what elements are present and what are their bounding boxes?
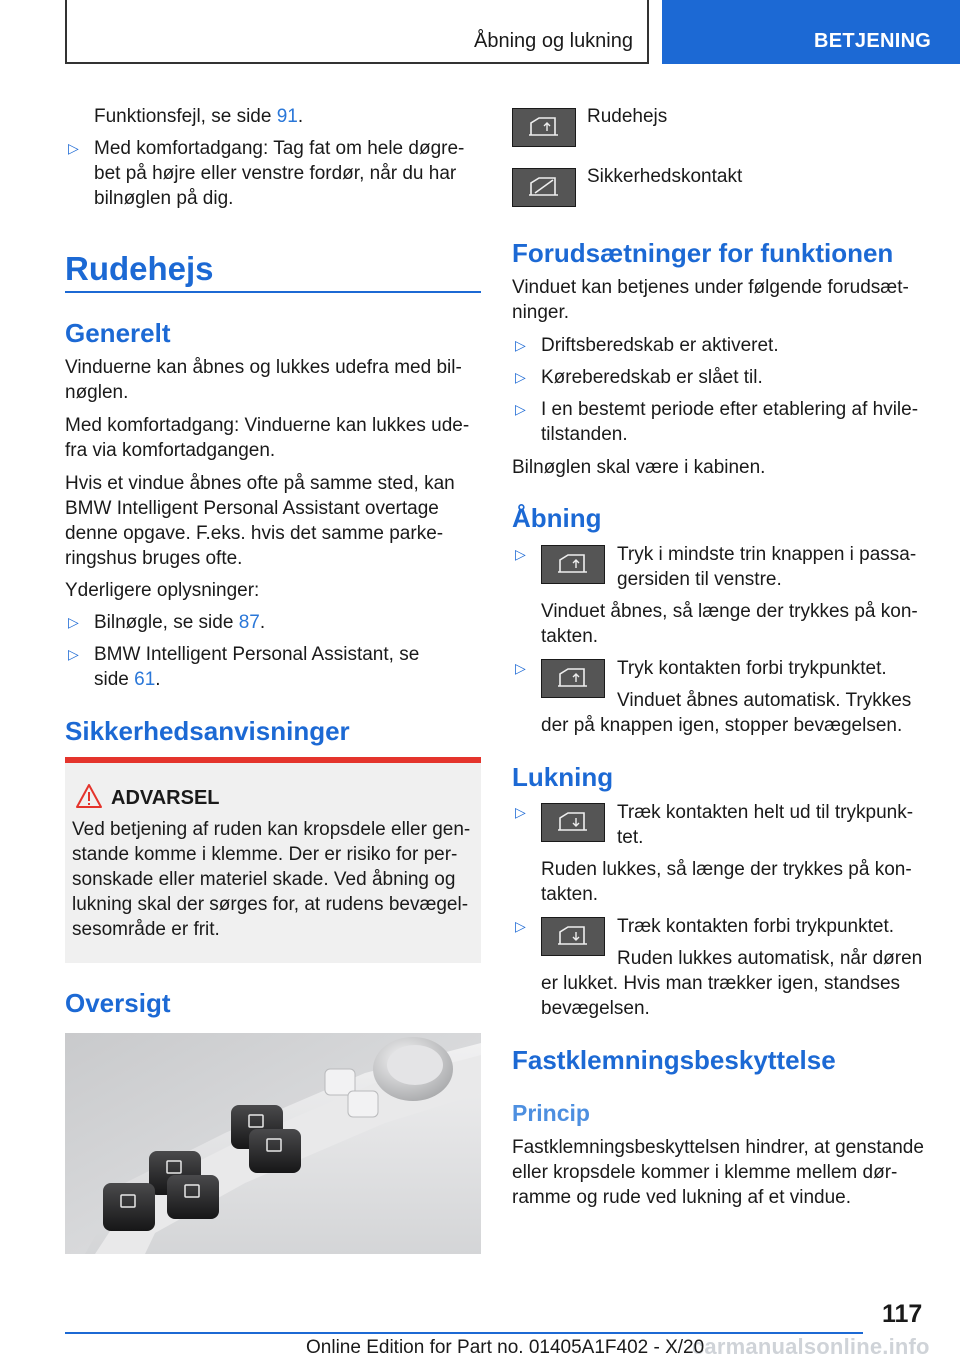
aabning-step-1-result <box>541 599 941 649</box>
lukning-step-2: Træk kontakten forbi trykpunktet. <box>617 916 895 937</box>
line: Med komfortadgang: Tag fat om hele døgre- <box>94 138 465 159</box>
item-text: side <box>94 669 135 690</box>
window-switch-photo <box>65 1033 481 1254</box>
line: fra via komfortadgangen. <box>65 440 276 461</box>
header-chapter-tab <box>662 0 960 64</box>
paragraph-1 <box>65 355 485 405</box>
triangle-right-icon: ▷ <box>515 369 526 385</box>
triangle-right-icon: ▷ <box>515 804 526 820</box>
line: sesområde er frit. <box>72 919 220 940</box>
header-chapter-title: BETJENING <box>814 30 932 52</box>
list-item-bilnoegle: Bilnøgle, se side 87. <box>94 612 266 633</box>
heading-lukning: Lukning <box>512 762 614 792</box>
list-item-hvile <box>541 397 941 447</box>
list-item-koere: Køreberedskab er slået til. <box>541 367 763 388</box>
line: ringshus bruges ofte. <box>65 548 243 569</box>
line: Hvis et vindue åbnes ofte på samme sted, kan <box>65 473 455 494</box>
line: bilnøglen på dig. <box>94 188 234 209</box>
line: denne opgave. F.eks. hvis det samme parke- <box>65 523 444 544</box>
line: Vinduet kan betjenes under følgende forudsæt- <box>512 277 909 298</box>
line: Ruden lukkes automatisk, når døren <box>617 948 923 969</box>
warning-bar <box>65 757 481 763</box>
warning-box <box>65 757 481 963</box>
window-switch-panel-image <box>65 1033 481 1254</box>
line: der på knappen igen, stopper bevægelsen. <box>541 715 903 736</box>
legend-rudehejs: Rudehejs <box>587 106 668 127</box>
heading-princip: Princip <box>512 1100 590 1126</box>
line: BMW Intelligent Personal Assistant overtage <box>65 498 439 519</box>
line: bevægelsen. <box>541 998 650 1019</box>
line: takten. <box>541 626 599 647</box>
line: stande komme i klemme. Der er risiko for per- <box>72 844 458 865</box>
page-link-87[interactable]: 87 <box>238 612 260 633</box>
line: Træk kontakten helt ud til trykpunk- <box>617 802 914 823</box>
warning-text <box>72 817 482 942</box>
line: er lukket. Hvis man trækker igen, standses <box>541 973 901 994</box>
lukning-step-2-result <box>541 946 941 1021</box>
continued-text: Funktionsfejl, se side <box>94 106 277 127</box>
list-item-bmw-assistant: BMW Intelligent Personal Assistant, se side 61. <box>94 644 420 690</box>
aabning-step-1 <box>617 542 937 592</box>
aabning-step-2-result <box>541 688 941 738</box>
line: Ved betjening af ruden kan kropsdele eller gen- <box>72 819 471 840</box>
page-number: 117 <box>882 1300 923 1328</box>
triangle-right-icon: ▷ <box>515 918 526 934</box>
line: eller kropsdele kommer i klemme mellem dør- <box>512 1162 898 1183</box>
line: Vinduet åbnes automatisk. Trykkes <box>617 690 912 711</box>
item-text: Bilnøgle, se side <box>94 612 239 633</box>
lukning-step-1-result <box>541 857 941 907</box>
line: tet. <box>617 827 644 848</box>
line: Fastklemningsbeskyttelsen hindrer, at genstande <box>512 1137 924 1158</box>
safety-switch-icon <box>512 168 576 207</box>
line: tilstanden. <box>541 424 628 445</box>
line: takten. <box>541 884 599 905</box>
continued-line: Funktionsfejl, se side 91. <box>94 106 304 127</box>
triangle-right-icon: ▷ <box>68 140 79 156</box>
list-item-comfort <box>94 136 484 211</box>
legend-sikkerhedskontakt: Sikkerhedskontakt <box>587 166 743 187</box>
list-item-drift: Driftsberedskab er aktiveret. <box>541 335 779 356</box>
aabning-step-2: Tryk kontakten forbi trykpunktet. <box>617 658 887 679</box>
line: lukning skal der sørges for, at rudens bevægel- <box>72 894 469 915</box>
triangle-right-icon: ▷ <box>515 401 526 417</box>
line: Vinduet åbnes, så længe der trykkes på kon- <box>541 601 918 622</box>
warning-triangle-icon <box>75 783 103 809</box>
heading-rudehejs: Rudehejs <box>65 250 214 287</box>
page-link-91[interactable]: 91 <box>276 106 298 127</box>
paragraph-bilnoegle: Bilnøglen skal være i kabinen. <box>512 457 766 478</box>
warning-title: ADVARSEL <box>111 787 220 809</box>
paragraph-4: Yderligere oplysninger: <box>65 580 260 601</box>
line: ramme og rude ved lukning af et vindue. <box>512 1187 852 1208</box>
header-section-title: Åbning og lukning <box>473 30 633 52</box>
line: nøglen. <box>65 382 129 403</box>
heading-aabning: Åbning <box>512 503 602 533</box>
line: Med komfortadgang: Vinduerne kan lukkes ude- <box>65 415 470 436</box>
lukning-step-1 <box>617 800 937 850</box>
line: sonskade eller materiel skade. Ved åbning og <box>72 869 456 890</box>
heading-fastklemning: Fastklemningsbeskyttelse <box>512 1045 836 1075</box>
line: I en bestemt periode efter etablering af hvile- <box>541 399 919 420</box>
header-section-tab <box>65 0 649 64</box>
footer-watermark: carmanualsonline.info <box>692 1334 930 1359</box>
triangle-right-icon: ▷ <box>515 660 526 676</box>
triangle-right-icon: ▷ <box>515 546 526 562</box>
paragraph-forud <box>512 275 932 325</box>
line: bet på højre eller venstre fordør, når du har <box>94 163 457 184</box>
window-switch-icon <box>541 803 605 842</box>
window-switch-icon <box>541 545 605 584</box>
heading-rule <box>65 291 481 293</box>
line: Ruden lukkes, så længe der trykkes på kon- <box>541 859 912 880</box>
window-switch-icon <box>512 108 576 147</box>
heading-generelt: Generelt <box>65 318 171 348</box>
paragraph-2 <box>65 413 485 463</box>
line: ninger. <box>512 302 570 323</box>
heading-sikkerhed: Sikkerhedsanvisninger <box>65 716 350 746</box>
paragraph-princip <box>512 1135 952 1210</box>
footer-edition: Online Edition for Part no. 01405A1F402 - X/20 <box>306 1337 705 1358</box>
triangle-right-icon: ▷ <box>68 614 79 630</box>
paragraph-3 <box>65 471 485 571</box>
triangle-right-icon: ▷ <box>68 646 79 662</box>
line: Tryk i mindste trin knappen i passa- <box>617 544 917 565</box>
line: gersiden til venstre. <box>617 569 782 590</box>
triangle-right-icon: ▷ <box>515 337 526 353</box>
heading-oversigt: Oversigt <box>65 988 171 1018</box>
page-link-61[interactable]: 61 <box>134 669 156 690</box>
line: BMW Intelligent Personal Assistant, se <box>94 644 420 665</box>
line: Vinduerne kan åbnes og lukkes udefra med bil- <box>65 357 462 378</box>
heading-forudsaetninger: Forudsætninger for funktionen <box>512 238 894 268</box>
